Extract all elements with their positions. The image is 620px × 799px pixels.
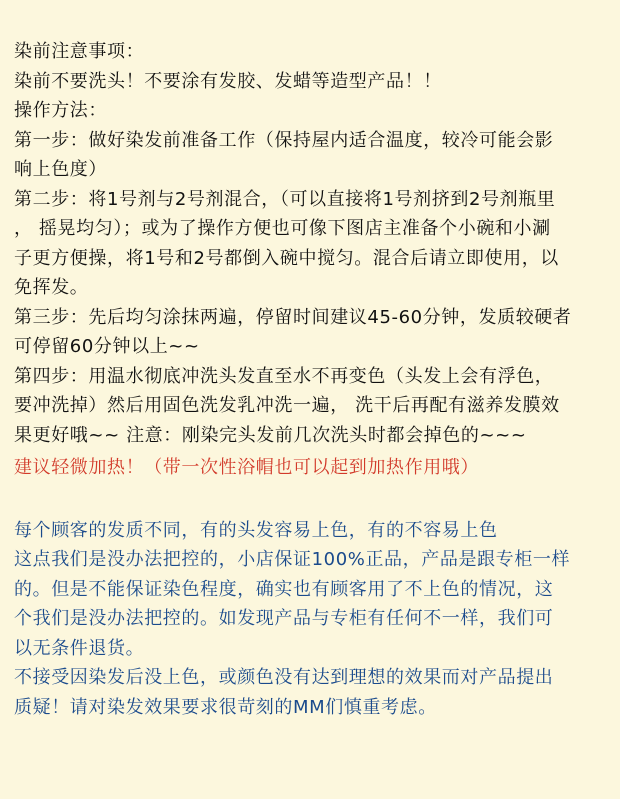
notice-line: 个我们是没办法把控的。如发现产品与专柜有任何不一样，我们可 — [14, 608, 554, 629]
notice-line: 的。但是不能保证染色程度，确实也有顾客用了不上色的情况，这 — [14, 578, 554, 600]
instruction-line: 染前不要洗头！不要涂有发胶、发蜡等造型产品！！ — [14, 70, 442, 92]
step-three-line: 第三步：先后均匀涂抹两遍，停留时间建议45-60分钟，发质较硬者 — [14, 306, 572, 328]
step-three-line: 可停留60分钟以上~~ — [14, 336, 200, 357]
heating-tip — [14, 453, 610, 483]
heating-tip-text: 建议轻微加热！（带一次性浴帽也可以起到加热作用哦） — [14, 457, 479, 478]
notice-line: 每个顾客的发质不同，有的头发容易上色，有的不容易上色 — [14, 519, 498, 541]
step-one-line: 第一步：做好染发前准备工作（保持屋内适合温度，较冷可能会影 — [14, 129, 554, 151]
step-one-line: 响上色度） — [14, 159, 107, 180]
instructions-section — [14, 37, 610, 450]
step-two-line: 子更方便操，将1号和2号都倒入碗中搅匀。混合后请立即使用，以 — [14, 247, 559, 269]
step-two-line: 第二步：将1号剂与2号剂混合，（可以直接将1号剂挤到2号剂瓶里 — [14, 188, 556, 210]
notice-line: 质疑！请对染发效果要求很苛刻的MM们慎重考虑。 — [14, 696, 437, 718]
notice-line: 这点我们是没办法把控的，小店保证100%正品，产品是跟专柜一样 — [14, 549, 571, 570]
step-two-line: ， 摇晃均匀）；或为了操作方便也可像下图店主准备个小碗和小涮 — [14, 218, 551, 239]
notice-line: 不接受因染发后没上色，或颜色没有达到理想的效果而对产品提出 — [14, 667, 554, 688]
notice-line: 以无条件退货。 — [14, 637, 145, 659]
step-four-line: 要冲洗掉）然后用固色洗发乳冲洗一遍， 洗干后再配有滋养发膜效 — [14, 395, 560, 416]
store-notice — [14, 516, 610, 723]
section-heading-method: 操作方法： — [14, 100, 107, 121]
section-heading-pre-dye: 染前注意事项： — [14, 41, 145, 62]
step-four-line: 果更好哦~~ 注意：刚染完头发前几次洗头时都会掉色的~~~ — [14, 424, 527, 446]
step-two-line: 免挥发。 — [14, 277, 89, 298]
step-four-line: 第四步：用温水彻底冲洗头发直至水不再变色（头发上会有浮色， — [14, 365, 554, 387]
